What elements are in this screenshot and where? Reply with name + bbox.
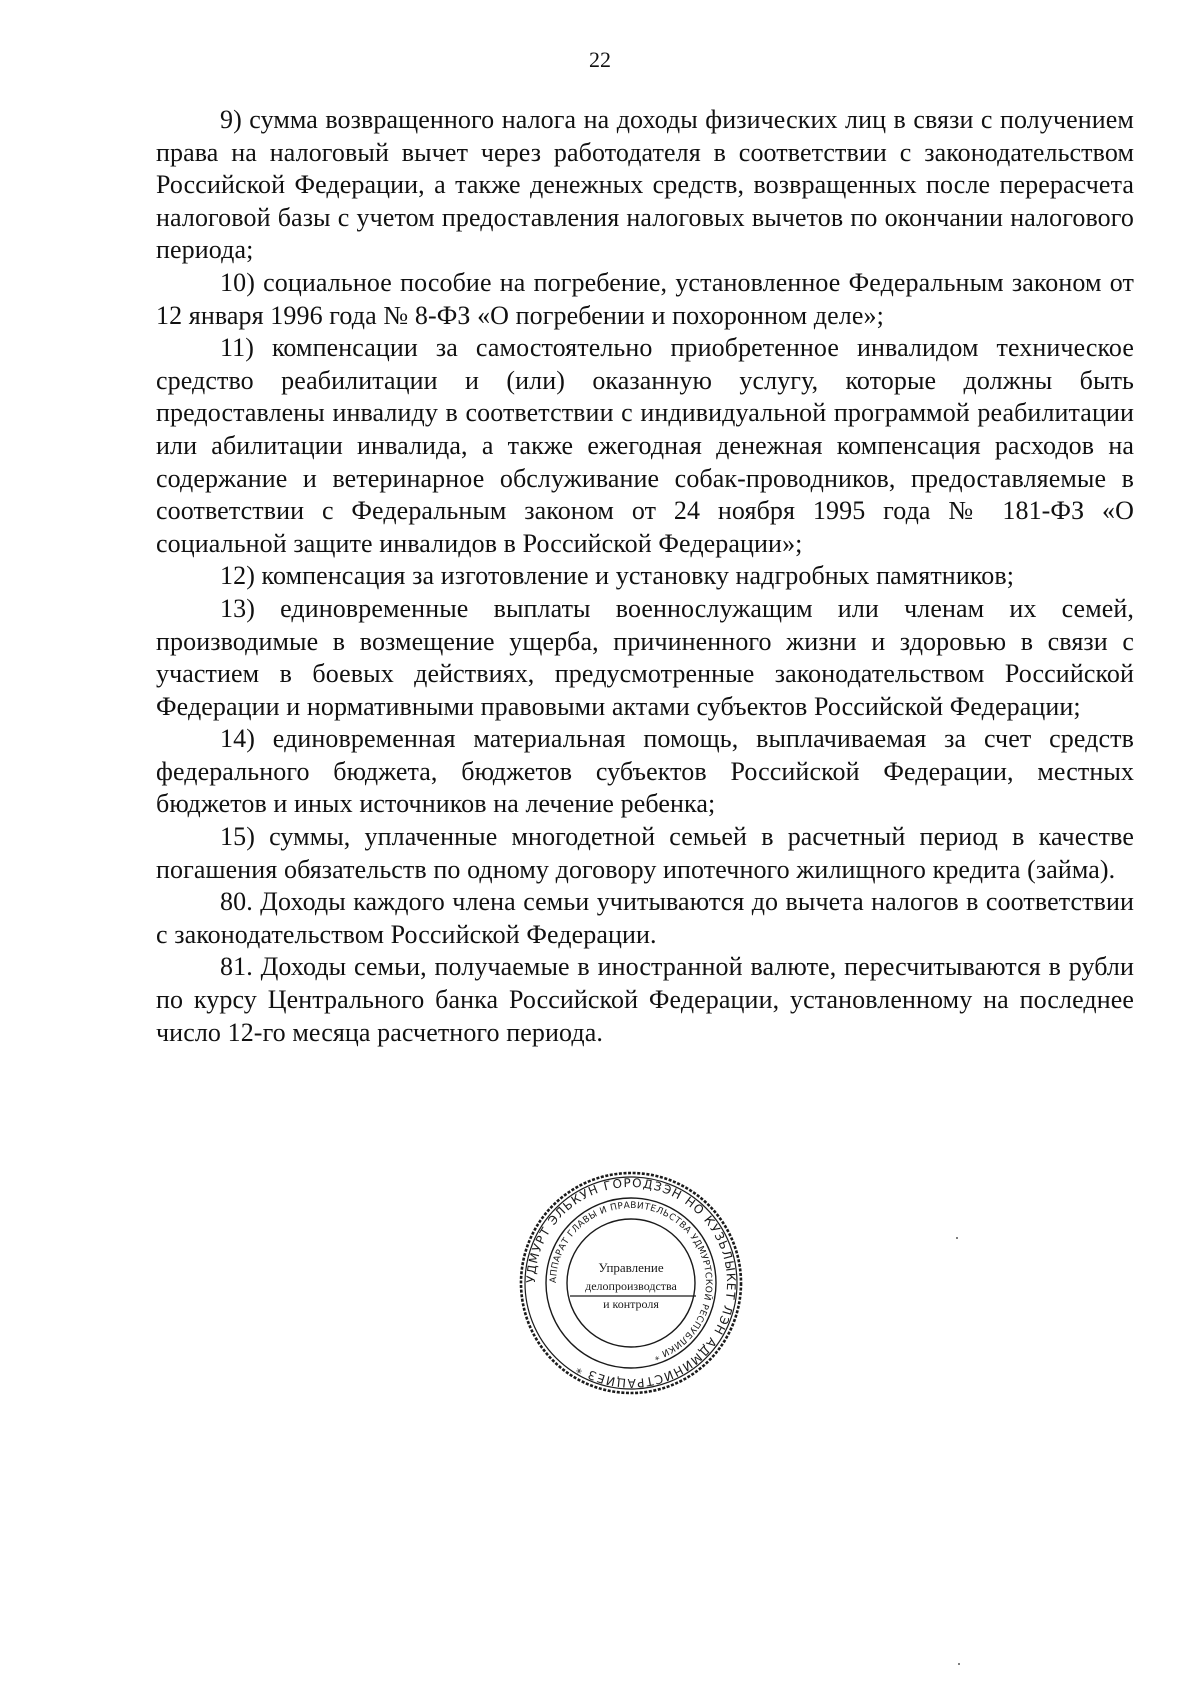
seal-center-line-2: делопроизводства bbox=[585, 1279, 677, 1293]
seal-center-line-3: и контроля bbox=[603, 1297, 659, 1311]
official-seal bbox=[518, 1170, 744, 1396]
document-body bbox=[156, 104, 1134, 1049]
paragraph-section-81: 81. Доходы семьи, получаемые в иностранной валюте, пересчитываются в рубли по курсу Центрального банка Российской Федерации, установленному на последнее число 12-го месяца расчетного периода. bbox=[156, 952, 1134, 1047]
seal-center-line-1: Управление bbox=[598, 1260, 664, 1275]
paragraph-item-9: 9) сумма возвращенного налога на доходы физических лиц в связи с получением права на налоговый вычет через работодателя в соответствии с законодательством Российской Федерации, а также денежных средств, возвращенных после перерасчета налоговой базы с учетом предоставления налоговых вычетов по окончании налогового периода; bbox=[156, 105, 1134, 265]
paragraph-item-14: 14) единовременная материальная помощь, выплачиваемая за счет средств федерального бюджета, бюджетов субъектов Российской Федерации, местных бюджетов и иных источников на лечение ребенка; bbox=[156, 724, 1134, 819]
paragraph-item-11: 11) компенсации за самостоятельно приобретенное инвалидом техническое средство реабилитации и (или) оказанную услугу, которые должны быть предоставлены инвалиду в соответствии с индивидуальной программой реабилитации или абилитации инвалида, а также ежегодная денежная компенсация расходов на содержание и ветеринарное обслуживание собак-проводников, предоставляемые в соответствии с Федеральным законом от 24 ноября 1995 года № 181-ФЗ «О социальной защите инвалидов в Российской Федерации»; bbox=[156, 333, 1134, 558]
paragraph-item-13: 13) единовременные выплаты военнослужащим или членам их семей, производимые в возмещение ущерба, причиненного жизни и здоровью в связи с участием в боевых действиях, предусмотренные законодательством Российской Федерации и нормативными правовыми актами субъектов Российской Федерации; bbox=[156, 593, 1134, 721]
paragraph-item-15: 15) суммы, уплаченные многодетной семьей в расчетный период в качестве погашения обязательств по одному договору ипотечного жилищного кредита (займа). bbox=[156, 822, 1134, 884]
seal-center-block bbox=[570, 1260, 696, 1311]
paragraph-section-80: 80. Доходы каждого члена семьи учитываются до вычета налогов в соответствии с законодательством Российской Федерации. bbox=[156, 887, 1134, 949]
paragraph-item-12: 12) компенсация за изготовление и установку надгробных памятников; bbox=[220, 561, 1015, 591]
seal-graphic bbox=[518, 1170, 744, 1396]
paragraph-item-10: 10) социальное пособие на погребение, установленное Федеральным законом от 12 января 1996 года № 8-ФЗ «О погребении и похоронном деле»; bbox=[156, 267, 1134, 330]
page-number: 22 bbox=[589, 47, 611, 72]
seal-outer-textpath: УДМУРТ ЭЛЬКУН ГОРОДЗЭН НО КУЗЬЛЫКЕТ ЛЭН АДМИНИСТРАЦИЕЗ * bbox=[523, 1175, 739, 1391]
scan-speck bbox=[958, 1663, 960, 1665]
seal-inner-textpath: АППАРАТ ГЛАВЫ И ПРАВИТЕЛЬСТВА УДМУРТСКОЙ РЕСПУБЛИКИ * bbox=[548, 1200, 714, 1362]
scan-speck bbox=[956, 1237, 958, 1239]
